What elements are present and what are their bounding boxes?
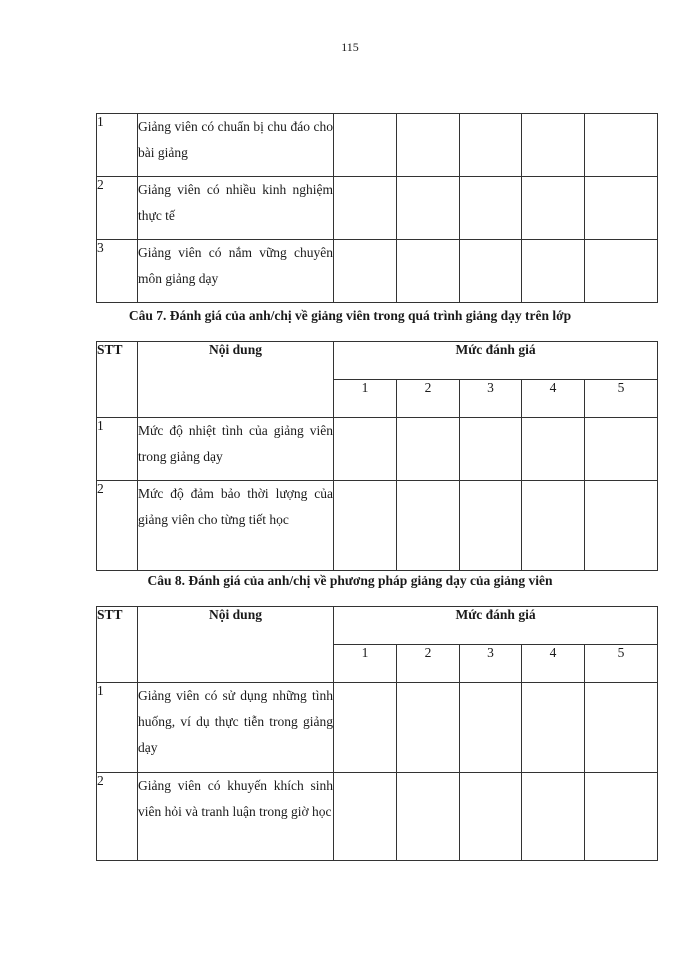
header-row bbox=[97, 607, 658, 645]
question-7-title: Câu 7. Đánh giá của anh/chị về giảng viên trong quá trình giảng dạy trên lớp bbox=[128, 308, 572, 323]
header-rating: Mức đánh giá bbox=[334, 607, 658, 645]
rating-cell-3[interactable] bbox=[460, 683, 522, 773]
level-label: 4 bbox=[522, 380, 585, 418]
rating-cell-5[interactable] bbox=[585, 114, 658, 177]
survey-table-continued bbox=[96, 113, 658, 303]
rating-cell-4[interactable] bbox=[522, 418, 585, 481]
level-label: 2 bbox=[397, 380, 460, 418]
level-label: 5 bbox=[585, 380, 658, 418]
rating-cell-4[interactable] bbox=[522, 683, 585, 773]
row-content: Mức độ đảm bảo thời lượng của giảng viên cho từng tiết học bbox=[138, 481, 334, 571]
rating-cell-5[interactable] bbox=[585, 773, 658, 861]
question-7-table bbox=[96, 341, 658, 571]
rating-cell-1[interactable] bbox=[334, 418, 397, 481]
row-content: Giảng viên có chuẩn bị chu đáo cho bài giảng bbox=[138, 114, 334, 177]
row-content: Giảng viên có sử dụng những tình huống, ví dụ thực tiễn trong giảng dạy bbox=[138, 683, 334, 773]
level-label: 1 bbox=[334, 380, 397, 418]
row-number: 1 bbox=[97, 683, 138, 773]
level-label: 4 bbox=[522, 645, 585, 683]
rating-cell-3[interactable] bbox=[460, 114, 522, 177]
rating-cell-4[interactable] bbox=[522, 481, 585, 571]
header-stt: STT bbox=[97, 342, 138, 418]
level-label: 3 bbox=[460, 380, 522, 418]
level-label: 3 bbox=[460, 645, 522, 683]
table-row bbox=[97, 114, 658, 177]
row-content: Giảng viên có nắm vững chuyên môn giảng dạy bbox=[138, 240, 334, 303]
rating-cell-1[interactable] bbox=[334, 683, 397, 773]
level-label: 5 bbox=[585, 645, 658, 683]
rating-cell-1[interactable] bbox=[334, 773, 397, 861]
header-stt: STT bbox=[97, 607, 138, 683]
rating-cell-4[interactable] bbox=[522, 177, 585, 240]
row-content: Giảng viên có nhiều kinh nghiệm thực tế bbox=[138, 177, 334, 240]
row-number: 2 bbox=[97, 773, 138, 861]
table-row bbox=[97, 683, 658, 773]
rating-cell-5[interactable] bbox=[585, 683, 658, 773]
rating-cell-3[interactable] bbox=[460, 240, 522, 303]
level-label: 1 bbox=[334, 645, 397, 683]
rating-cell-4[interactable] bbox=[522, 114, 585, 177]
rating-cell-2[interactable] bbox=[397, 240, 460, 303]
rating-cell-4[interactable] bbox=[522, 773, 585, 861]
rating-cell-5[interactable] bbox=[585, 418, 658, 481]
rating-cell-4[interactable] bbox=[522, 240, 585, 303]
level-label: 2 bbox=[397, 645, 460, 683]
header-row bbox=[97, 342, 658, 380]
header-content: Nội dung bbox=[138, 342, 334, 418]
rating-cell-2[interactable] bbox=[397, 114, 460, 177]
table-row bbox=[97, 773, 658, 861]
rating-cell-2[interactable] bbox=[397, 773, 460, 861]
header-content: Nội dung bbox=[138, 607, 334, 683]
rating-cell-1[interactable] bbox=[334, 240, 397, 303]
rating-cell-2[interactable] bbox=[397, 481, 460, 571]
rating-cell-5[interactable] bbox=[585, 481, 658, 571]
rating-cell-1[interactable] bbox=[334, 481, 397, 571]
rating-cell-3[interactable] bbox=[460, 177, 522, 240]
table-row bbox=[97, 481, 658, 571]
row-number: 1 bbox=[97, 114, 138, 177]
table-row bbox=[97, 418, 658, 481]
rating-cell-3[interactable] bbox=[460, 418, 522, 481]
page-number: 115 bbox=[341, 40, 359, 54]
rating-cell-2[interactable] bbox=[397, 418, 460, 481]
header-rating: Mức đánh giá bbox=[334, 342, 658, 380]
question-8-title: Câu 8. Đánh giá của anh/chị về phương pháp giảng dạy của giảng viên bbox=[147, 573, 553, 588]
row-number: 2 bbox=[97, 177, 138, 240]
question-8-table bbox=[96, 606, 658, 861]
rating-cell-3[interactable] bbox=[460, 481, 522, 571]
row-content: Giảng viên có khuyến khích sinh viên hỏi và tranh luận trong giờ học bbox=[138, 773, 334, 861]
rating-cell-3[interactable] bbox=[460, 773, 522, 861]
table-row bbox=[97, 177, 658, 240]
rating-cell-1[interactable] bbox=[334, 177, 397, 240]
row-number: 1 bbox=[97, 418, 138, 481]
row-number: 2 bbox=[97, 481, 138, 571]
rating-cell-1[interactable] bbox=[334, 114, 397, 177]
rating-cell-5[interactable] bbox=[585, 177, 658, 240]
rating-cell-2[interactable] bbox=[397, 177, 460, 240]
table-row bbox=[97, 240, 658, 303]
rating-cell-2[interactable] bbox=[397, 683, 460, 773]
row-number: 3 bbox=[97, 240, 138, 303]
row-content: Mức độ nhiệt tình của giảng viên trong giảng dạy bbox=[138, 418, 334, 481]
rating-cell-5[interactable] bbox=[585, 240, 658, 303]
